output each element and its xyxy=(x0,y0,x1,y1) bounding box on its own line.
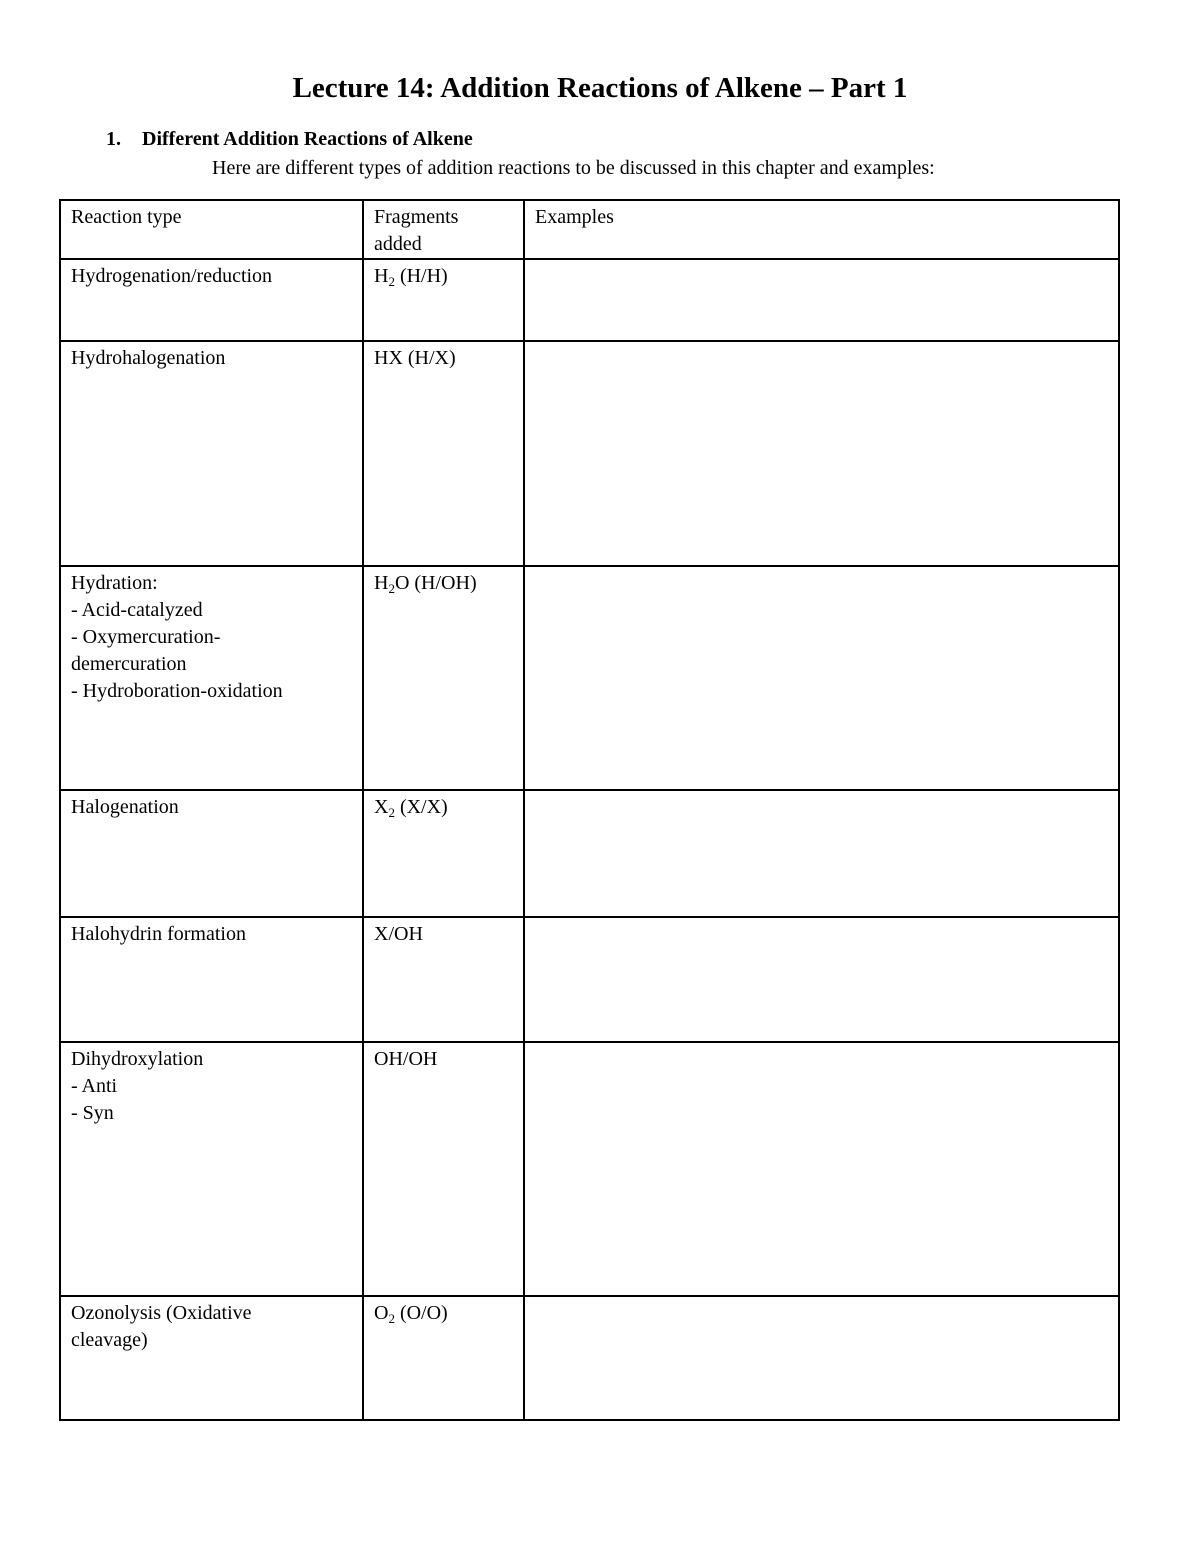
header-fragments-line1: Fragments xyxy=(374,206,459,228)
table-row xyxy=(60,917,1119,1042)
fragment-text: O xyxy=(374,1302,389,1324)
fragment-text-rest: (O/O) xyxy=(394,1302,448,1324)
reaction-type-cell: Halohydrin formation xyxy=(60,917,363,1042)
header-examples: Examples xyxy=(524,200,1119,259)
fragment-text-rest: O (H/OH) xyxy=(394,572,477,594)
fragment-subscript: 2 xyxy=(388,805,395,820)
fragments-cell xyxy=(363,790,524,917)
section-intro: Here are different types of addition reactions to be discussed in this chapter and examples: xyxy=(212,157,935,179)
examples-cell xyxy=(524,1042,1119,1296)
fragments-cell xyxy=(363,259,524,341)
table-row xyxy=(60,1296,1119,1420)
reaction-subtype: - Syn xyxy=(71,1102,114,1124)
reaction-type-cell xyxy=(60,566,363,790)
table-row xyxy=(60,566,1119,790)
examples-cell xyxy=(524,790,1119,917)
header-fragments-added xyxy=(363,200,524,259)
fragment-text: X xyxy=(374,796,389,818)
reaction-subtype: - Hydroboration-oxidation xyxy=(71,680,283,702)
reaction-type-label: Hydration: xyxy=(71,572,158,594)
reaction-type-label: Dihydroxylation xyxy=(71,1048,204,1070)
fragments-cell xyxy=(363,341,524,566)
section-heading xyxy=(106,128,473,151)
header-reaction-type: Reaction type xyxy=(60,200,363,259)
examples-cell xyxy=(524,341,1119,566)
fragment-subscript: 2 xyxy=(388,274,395,289)
fragments-cell xyxy=(363,566,524,790)
reaction-type-cell: Hydrogenation/reduction xyxy=(60,259,363,341)
table-row xyxy=(60,1042,1119,1296)
reaction-type-cell: Hydrohalogenation xyxy=(60,341,363,566)
reaction-subtype: - Oxymercuration- xyxy=(71,626,221,648)
page-title: Lecture 14: Addition Reactions of Alkene – Part 1 xyxy=(292,72,908,104)
examples-cell xyxy=(524,1296,1119,1420)
fragment-subscript: 2 xyxy=(388,1311,395,1326)
fragment-text: H xyxy=(374,572,389,594)
fragment-text-rest: (H/H) xyxy=(394,265,448,287)
fragments-cell xyxy=(363,1296,524,1420)
fragment-text: H xyxy=(374,265,389,287)
table-row xyxy=(60,790,1119,917)
table-row xyxy=(60,259,1119,341)
fragment-subscript: 2 xyxy=(388,581,395,596)
section-number: 1. xyxy=(106,128,121,150)
reaction-type-cell xyxy=(60,1296,363,1420)
fragments-cell xyxy=(363,1042,524,1296)
fragment-text: HX (H/X) xyxy=(374,347,456,369)
fragment-text: OH/OH xyxy=(374,1048,438,1070)
addition-reactions-table xyxy=(59,199,1120,1421)
fragments-cell xyxy=(363,917,524,1042)
reaction-type-cell: Halogenation xyxy=(60,790,363,917)
reaction-type-label: Ozonolysis (Oxidative xyxy=(71,1302,252,1324)
table-header-row xyxy=(60,200,1119,259)
section-heading-text: Different Addition Reactions of Alkene xyxy=(142,128,473,150)
reaction-subtype: - Anti xyxy=(71,1075,118,1097)
examples-cell xyxy=(524,259,1119,341)
fragment-text: X/OH xyxy=(374,923,423,945)
reaction-type-label-line2: cleavage) xyxy=(71,1329,148,1351)
fragment-text-rest: (X/X) xyxy=(394,796,448,818)
reaction-subtype: demercuration xyxy=(71,653,187,675)
header-fragments-line2: added xyxy=(374,233,422,255)
reaction-type-cell xyxy=(60,1042,363,1296)
reaction-subtype: - Acid-catalyzed xyxy=(71,599,203,621)
examples-cell xyxy=(524,917,1119,1042)
table-row xyxy=(60,341,1119,566)
examples-cell xyxy=(524,566,1119,790)
